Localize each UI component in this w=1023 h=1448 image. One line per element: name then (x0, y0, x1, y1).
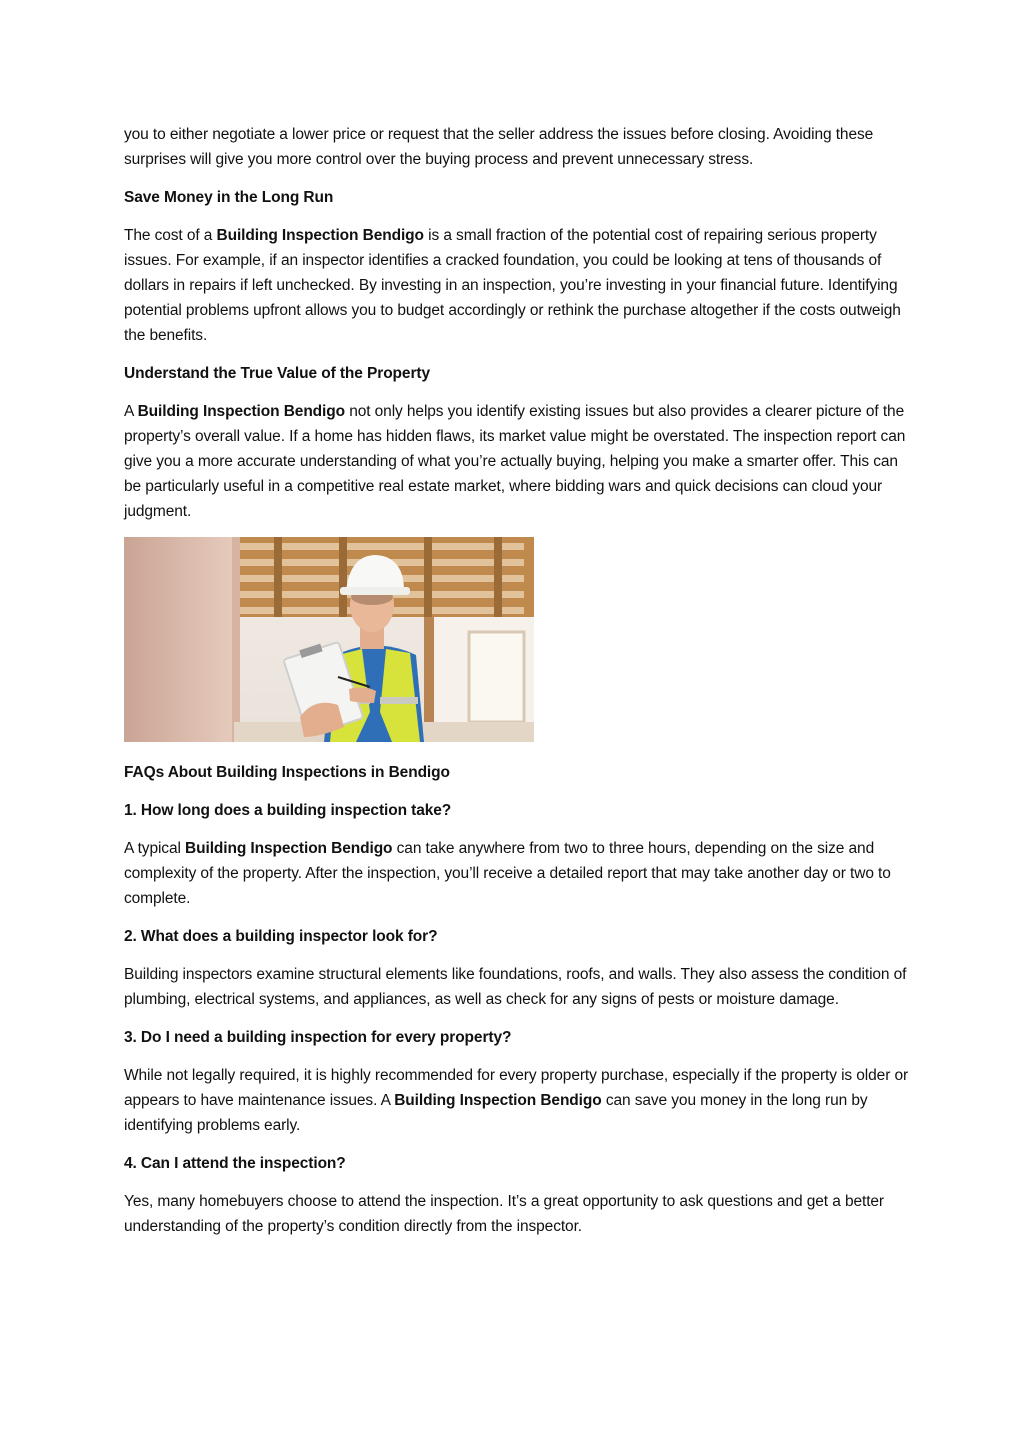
heading-true-value: Understand the True Value of the Property (124, 365, 430, 382)
paragraph-true-value: A Building Inspection Bendigo not only helps you identify existing issues but also provides a clearer picture of the property’s overall value. If a home has hidden flaws, its market value might be overstated. The inspection report can give you a more accurate understanding of what you’re actually buying, helping you make a smarter offer. This can be particularly useful in a competitive real estate market, where bidding wars and quick decisions can cloud your judgment. (124, 403, 906, 520)
faq-question-2: 2. What does a building inspector look for? (124, 928, 438, 945)
faq-answer-2: Building inspectors examine structural elements like foundations, roofs, and walls. They also assess the condition of plumbing, electrical systems, and appliances, as well as check for any signs of pests or moisture damage. (124, 966, 907, 1008)
keyword-building-inspection-bendigo: Building Inspection Bendigo (137, 403, 345, 420)
inspector-illustration (124, 537, 534, 742)
faq-answer-1: A typical Building Inspection Bendigo can take anywhere from two to three hours, depending on the size and complexity of the property. After the inspection, you’ll receive a detailed report that may take another day or two to complete. (124, 840, 891, 907)
paragraph-save-money: The cost of a Building Inspection Bendigo is a small fraction of the potential cost of repairing serious property issues. For example, if an inspector identifies a cracked foundation, you could be looking at tens of thousands of dollars in repairs if left unchecked. By investing in an inspection, you’re investing in your financial future. Identifying potential problems upfront allows you to budget accordingly or rethink the purchase altogether if the costs outweigh the benefits. (124, 227, 901, 344)
faq-question-4: 4. Can I attend the inspection? (124, 1155, 346, 1172)
heading-faqs: FAQs About Building Inspections in Bendigo (124, 764, 450, 781)
article-body (124, 122, 914, 1252)
faq-question-3: 3. Do I need a building inspection for every property? (124, 1029, 512, 1046)
heading-save-money: Save Money in the Long Run (124, 189, 334, 206)
keyword-building-inspection-bendigo: Building Inspection Bendigo (216, 227, 424, 244)
building-inspector-photo (124, 537, 534, 742)
faq-answer-3: While not legally required, it is highly recommended for every property purchase, especially if the property is older or appears to have maintenance issues. A Building Inspection Bendigo can save you money in the long run by identifying problems early. (124, 1067, 909, 1134)
keyword-building-inspection-bendigo: Building Inspection Bendigo (185, 840, 393, 857)
faq-answer-4: Yes, many homebuyers choose to attend the inspection. It’s a great opportunity to ask questions and get a better understanding of the property’s condition directly from the inspector. (124, 1193, 884, 1235)
keyword-building-inspection-bendigo: Building Inspection Bendigo (394, 1092, 602, 1109)
paragraph-intro: you to either negotiate a lower price or request that the seller address the issues before closing. Avoiding these surprises will give you more control over the buying process and prevent unnecessary stress. (124, 126, 874, 168)
faq-question-1: 1. How long does a building inspection take? (124, 802, 452, 819)
